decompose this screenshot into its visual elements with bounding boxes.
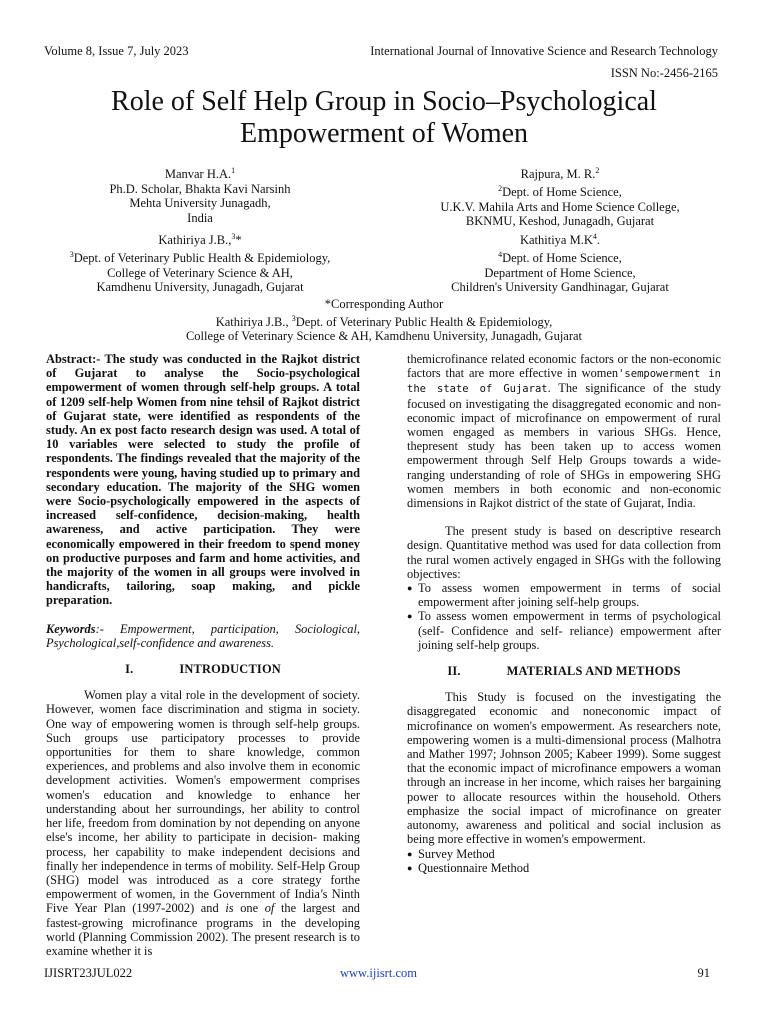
author-name: Manvar H.A.$^1$ [164,166,236,182]
list-item: ● Questionnaire Method [407,861,721,875]
intro-continued-paragraph: themicrofinance related economic factors or the non-economic factors that are more effective in women'sempowerment in the state of Gujarat. The significance of the study focused on investigating the disaggregated economic and non-economic impact of microfinance on empowerment of rural women engaged as members in various SHGs. Hence, thepresent study has been taken up to access women empowerment through Self Help Groups towards a wide-ranging understanding of role of SHGs in empowering SHG women members in both economic and non-economic dimensions in Rajkot district of the state of Gujarat, India. [407,352,721,511]
list-item: ● To assess women empowerment in terms of social empowerment after joining self-help groups. [407,581,721,609]
affiliation-line: Mehta University Junagadh, [129,196,271,211]
corresponding-label: *Corresponding Author [324,297,444,311]
affiliation-line: $^2$Dept. of Home Science, [498,183,622,199]
methods-paragraph: This Study is focused on the investigating the disaggregated economic and noneconomic impact of microfinance on women's empowerment. As researchers note, empowering women is a multi-dimensional process (Malhotra and Mather 1997; Johnson 2005; Kabeer 1999). Some suggest that the economic impact of microfinance empowers a woman through an increase in her income, which raises her bargaining power to allocate resources within the household. Others emphasize the social impact of microfinance on greater autonomy, awareness and political and social inclusion as being more effective in women's empowerment. [407,690,721,847]
paper-id: IJISRT23JUL022 [44,966,133,980]
affiliation-line: $^3$Dept. of Veterinary Public Health & Epidemiology, [69,249,331,265]
affiliation-line: Children's University Gandhinagar, Gujarat [451,280,669,295]
author-block-3 [54,230,346,295]
author-block-2 [424,164,696,229]
author-block-1 [64,164,336,226]
author-name: Rajpura, M. R.$^2$ [520,166,600,182]
affiliation-line: Department of Home Science, [484,265,636,280]
abstract: Abstract:- The study was conducted in the Rajkot district of Gujarat to analyse the Socio-psychological empowerment of women through self-help groups. A total of 1209 self-help Women from nine tehsil of Rajkot district of Gujarat state, were identified as respondents of the study. An ex post facto research design was used. A total of 10 variables were selected to study the profile of respondents. The findings revealed that the majority of the respondents were young, having studied up to primary and secondary education. The majority of the SHG women were Socio-psychologically empowered in the aspects of increased self-confidence, decision-making, health awareness, and active participation. They were economically empowered in their freedom to spend money on productive purposes and farm and home activities, and the majority of the women in all groups were involved in handicrafts, tailoring, soap making, and pickle preparation. [46,352,360,608]
affiliation-line: India [187,210,213,225]
methods-list [407,847,721,875]
journal-website-link[interactable]: www.ijisrt.com [340,966,417,980]
author-name: Kathiriya J.B.,$^3$* [158,232,242,248]
list-item: ● To assess women empowerment in terms of psychological (self- Confidence and self- reliance) empowerment after joining self-help groups. [407,609,721,652]
author-block-4 [424,230,696,295]
corresponding-line-1: Kathiriya J.B., $^3$Dept. of Veterinary Public Health & Epidemiology, [215,313,553,329]
paper-title [44,86,724,150]
title-line-2: Empowerment of Women [239,118,529,149]
affiliation-line: $^4$Dept. of Home Science, [498,249,622,265]
affiliation-line: Kamdhenu University, Junagadh, Gujarat [96,280,304,295]
title-line-1: Role of Self Help Group in Socio–Psychological [111,86,657,117]
section-heading-materials-methods: II. MATERIALS AND METHODS [447,664,681,679]
affiliation-line: BKNMU, Keshod, Junagadh, Gujarat [465,214,655,229]
keywords: Keywords:- Empowerment, participation, Sociological, Psychological,self-confidence and awareness. [46,621,360,650]
objectives-list [407,581,721,652]
issn: ISSN No:-2456-2165 [610,66,718,80]
author-name: Kathitiya $M.K^4$. [519,232,601,248]
journal-volume: Volume 8, Issue 7, July 2023 [44,44,189,58]
affiliation-line: College of Veterinary Science & AH, [107,265,293,280]
journal-name: International Journal of Innovative Science and Research Technology [370,44,718,58]
section-heading-introduction: I. INTRODUCTION [125,662,281,677]
corresponding-author [44,297,724,344]
page-number: 91 [697,966,710,980]
list-item: ● Survey Method [407,847,721,861]
corresponding-line-2: College of Veterinary Science & AH, Kamdhenu University, Junagadh, Gujarat [185,329,583,344]
affiliation-line: Ph.D. Scholar, Bhakta Kavi Narsinh [109,181,291,196]
left-column [46,352,360,958]
design-paragraph: The present study is based on descriptive research design. Quantitative method was used for data collection from the rural women actively engaged in SHGs with the following objectives: [407,524,721,581]
right-column [407,352,721,875]
intro-paragraph: Women play a vital role in the development of society. However, women face discrimination and stigma in society. One way of empowering women is through self-help groups. Such groups use participatory processes to provide opportunities for them to share knowledge, common experiences, and problems and also involve them in economic development activities. Women's empowerment comprises women's education and knowledge to enhance her understanding about her surroundings, her ability to control her life, freedom from domination by not depending on anyone else's income, her ability to participate in decision- making process, her capability to make independent decisions and finally her independence in terms of mobility. Self-Help Group (SHG) model was introduced as a core strategy forthe empowerment of women, in the Government of India's Ninth Five Year Plan (1997-2002) and is one of the largest and fastest-growing microfinance programs in the developing world (Planning Commission 2002). The present research is to examine whether it is [46,688,361,958]
affiliation-line: U.K.V. Mahila Arts and Home Science College, [440,199,680,214]
